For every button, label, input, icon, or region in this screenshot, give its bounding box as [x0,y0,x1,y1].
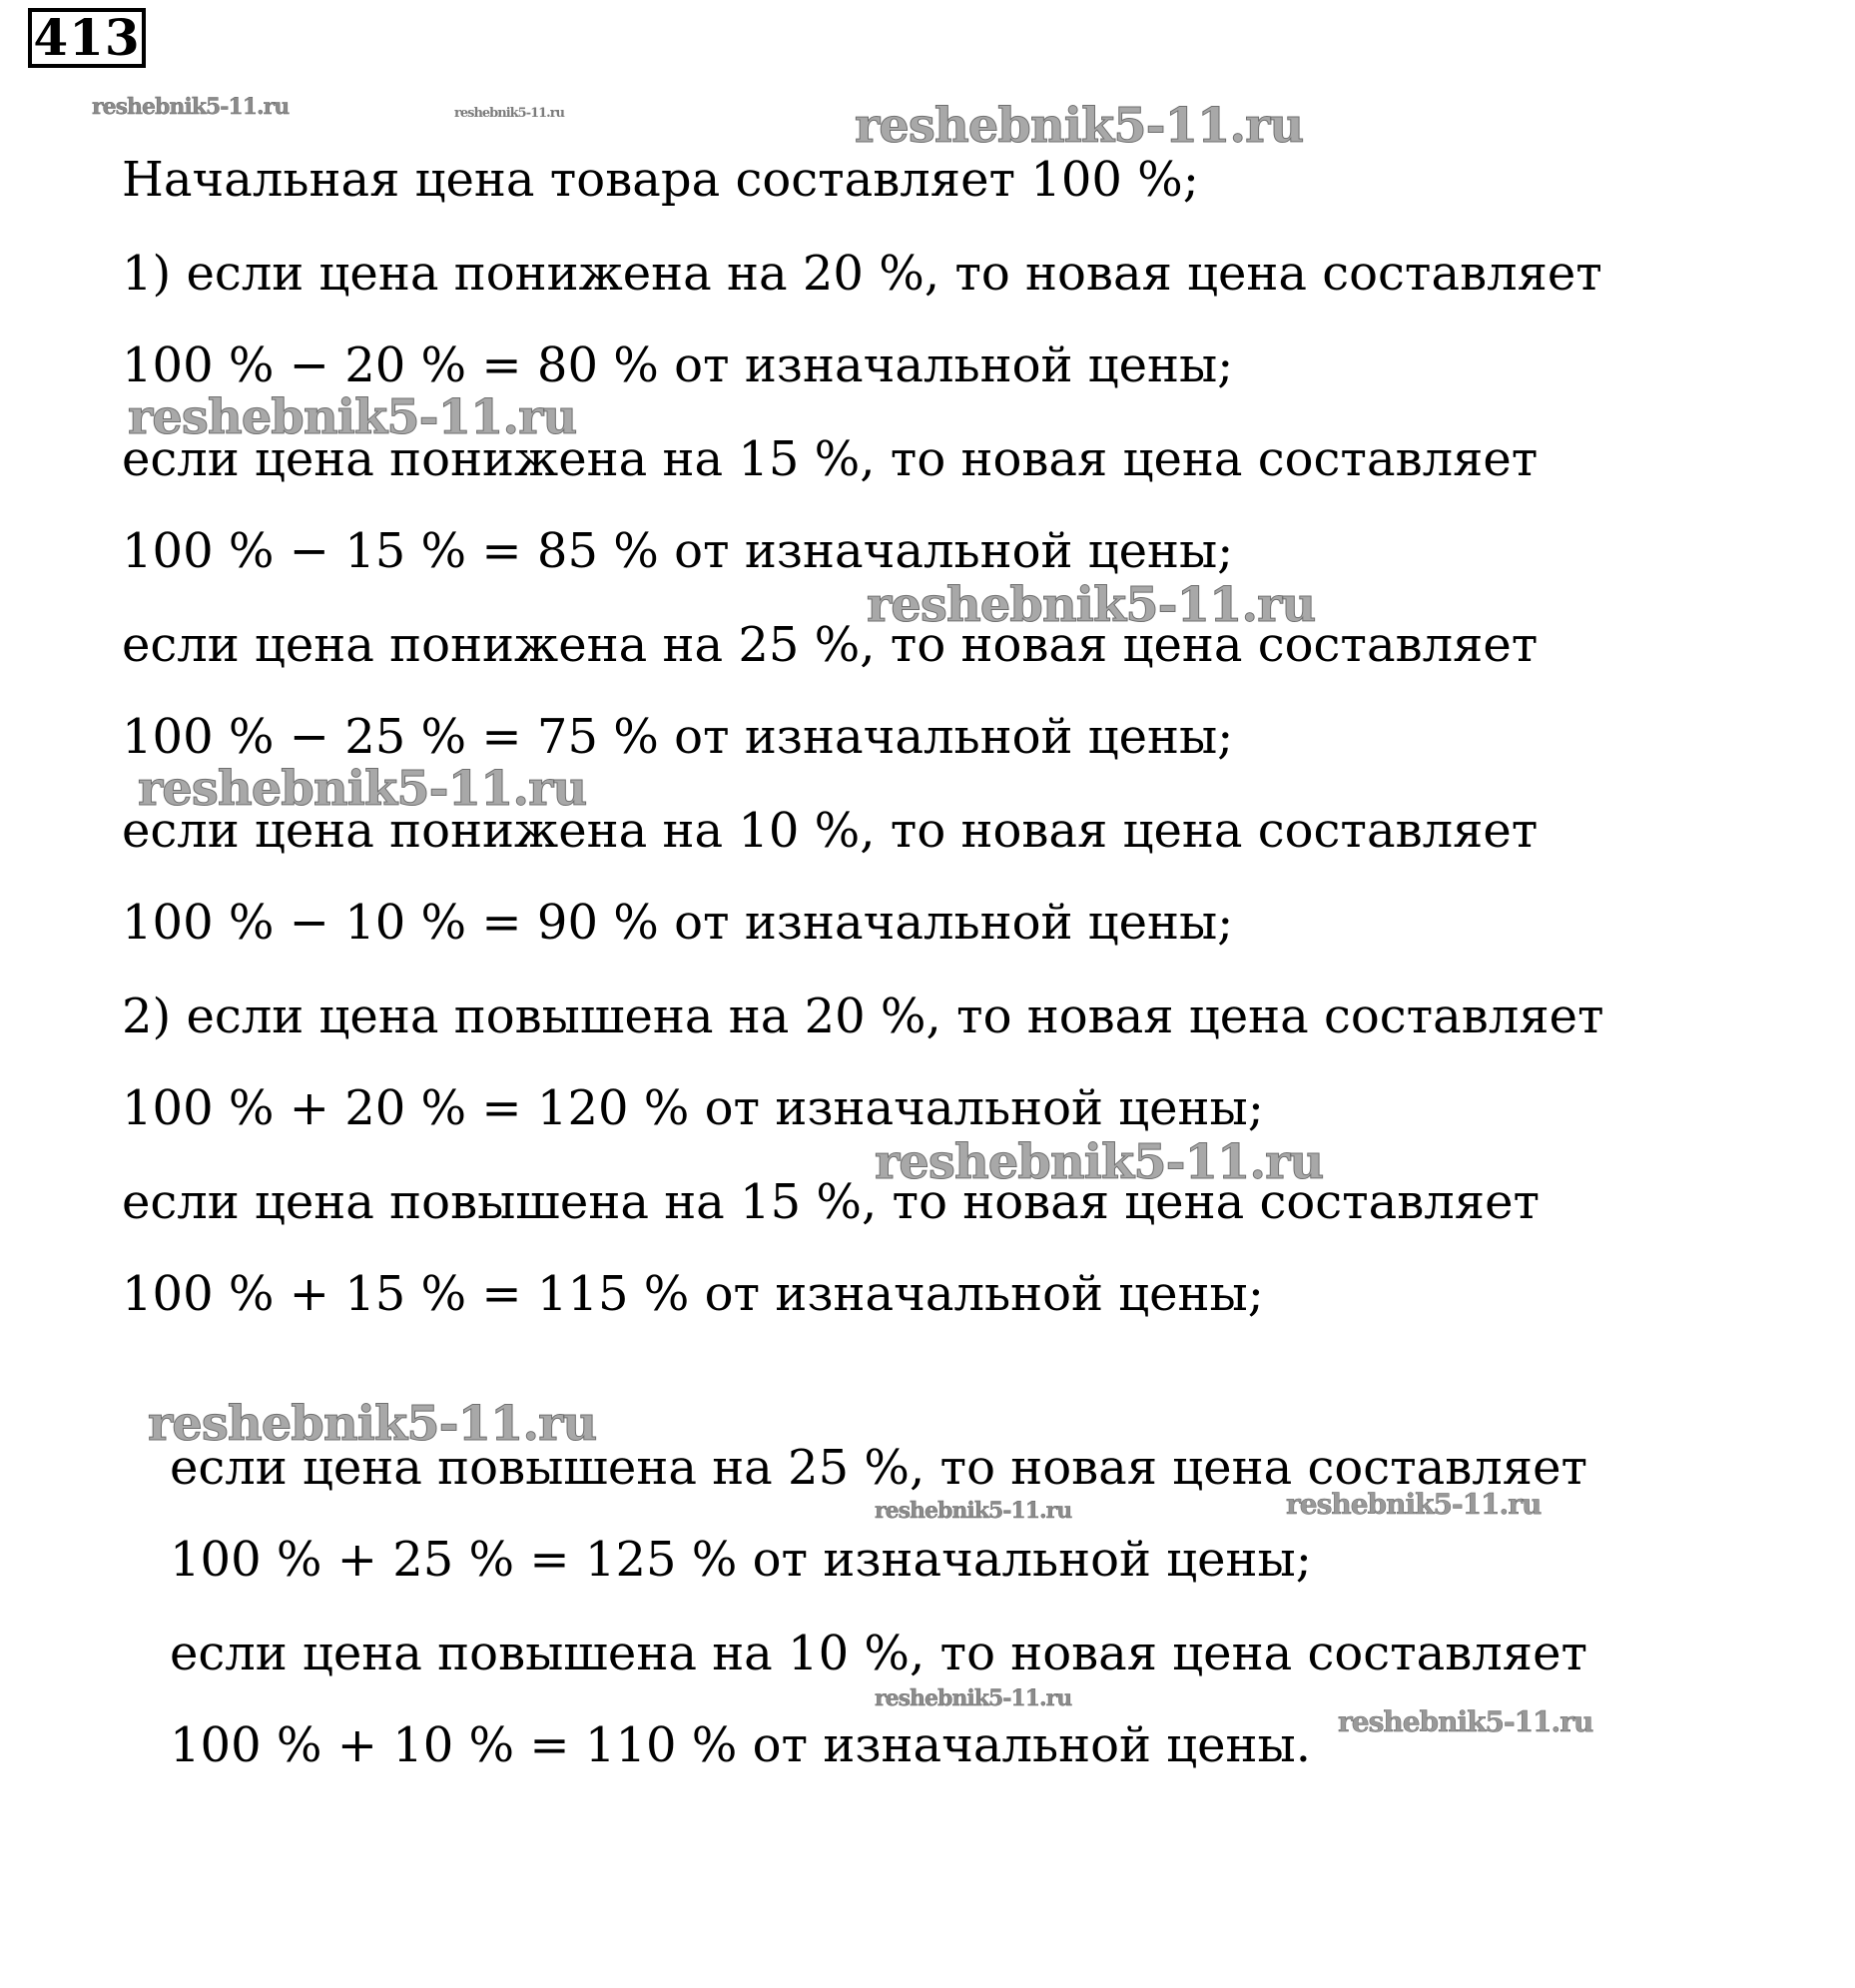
text-line: 2) если цена повышена на 20 %, то новая цена составляет [122,989,1604,1044]
watermark: reshebnik5-11.ru [875,1685,1072,1711]
text-line: если цена понижена на 25 %, то новая цена составляет [122,617,1539,673]
watermark: reshebnik5-11.ru [1338,1705,1593,1738]
watermark: reshebnik5-11.ru [148,1396,597,1452]
text-line: если цена повышена на 25 %, то новая цена составляет [170,1440,1588,1496]
text-line: 100 % − 15 % = 85 % от изначальной цены; [122,523,1234,579]
watermark: reshebnik5-11.ru [454,106,565,121]
watermark: reshebnik5-11.ru [855,98,1304,154]
task-number: 413 [28,8,146,68]
text-line: если цена понижена на 10 %, то новая цена составляет [122,803,1539,859]
watermark: reshebnik5-11.ru [1286,1488,1542,1521]
text-line: 100 % + 25 % = 125 % от изначальной цены; [170,1532,1312,1588]
text-line: 100 % − 25 % = 75 % от изначальной цены; [122,709,1234,765]
text-line: 100 % + 10 % = 110 % от изначальной цены. [170,1717,1311,1773]
text-line: 100 % + 15 % = 115 % от изначальной цены; [122,1266,1264,1322]
text-line: если цена повышена на 10 %, то новая цена составляет [170,1626,1588,1681]
watermark: reshebnik5-11.ru [867,577,1316,633]
text-line: 100 % − 20 % = 80 % от изначальной цены; [122,337,1234,393]
text-line: если цена повышена на 15 %, то новая цена составляет [122,1174,1541,1230]
text-line: если цена понижена на 15 %, то новая цена составляет [122,431,1539,487]
watermark: reshebnik5-11.ru [128,389,577,445]
watermark: reshebnik5-11.ru [875,1134,1324,1190]
watermark: reshebnik5-11.ru [875,1498,1072,1524]
text-line: Начальная цена товара составляет 100 %; [122,152,1199,208]
watermark: reshebnik5-11.ru [138,761,587,817]
watermark: reshebnik5-11.ru [92,94,290,120]
text-line: 100 % − 10 % = 90 % от изначальной цены; [122,895,1234,951]
text-line: 1) если цена понижена на 20 %, то новая цена составляет [122,246,1602,302]
text-line: 100 % + 20 % = 120 % от изначальной цены; [122,1080,1264,1136]
